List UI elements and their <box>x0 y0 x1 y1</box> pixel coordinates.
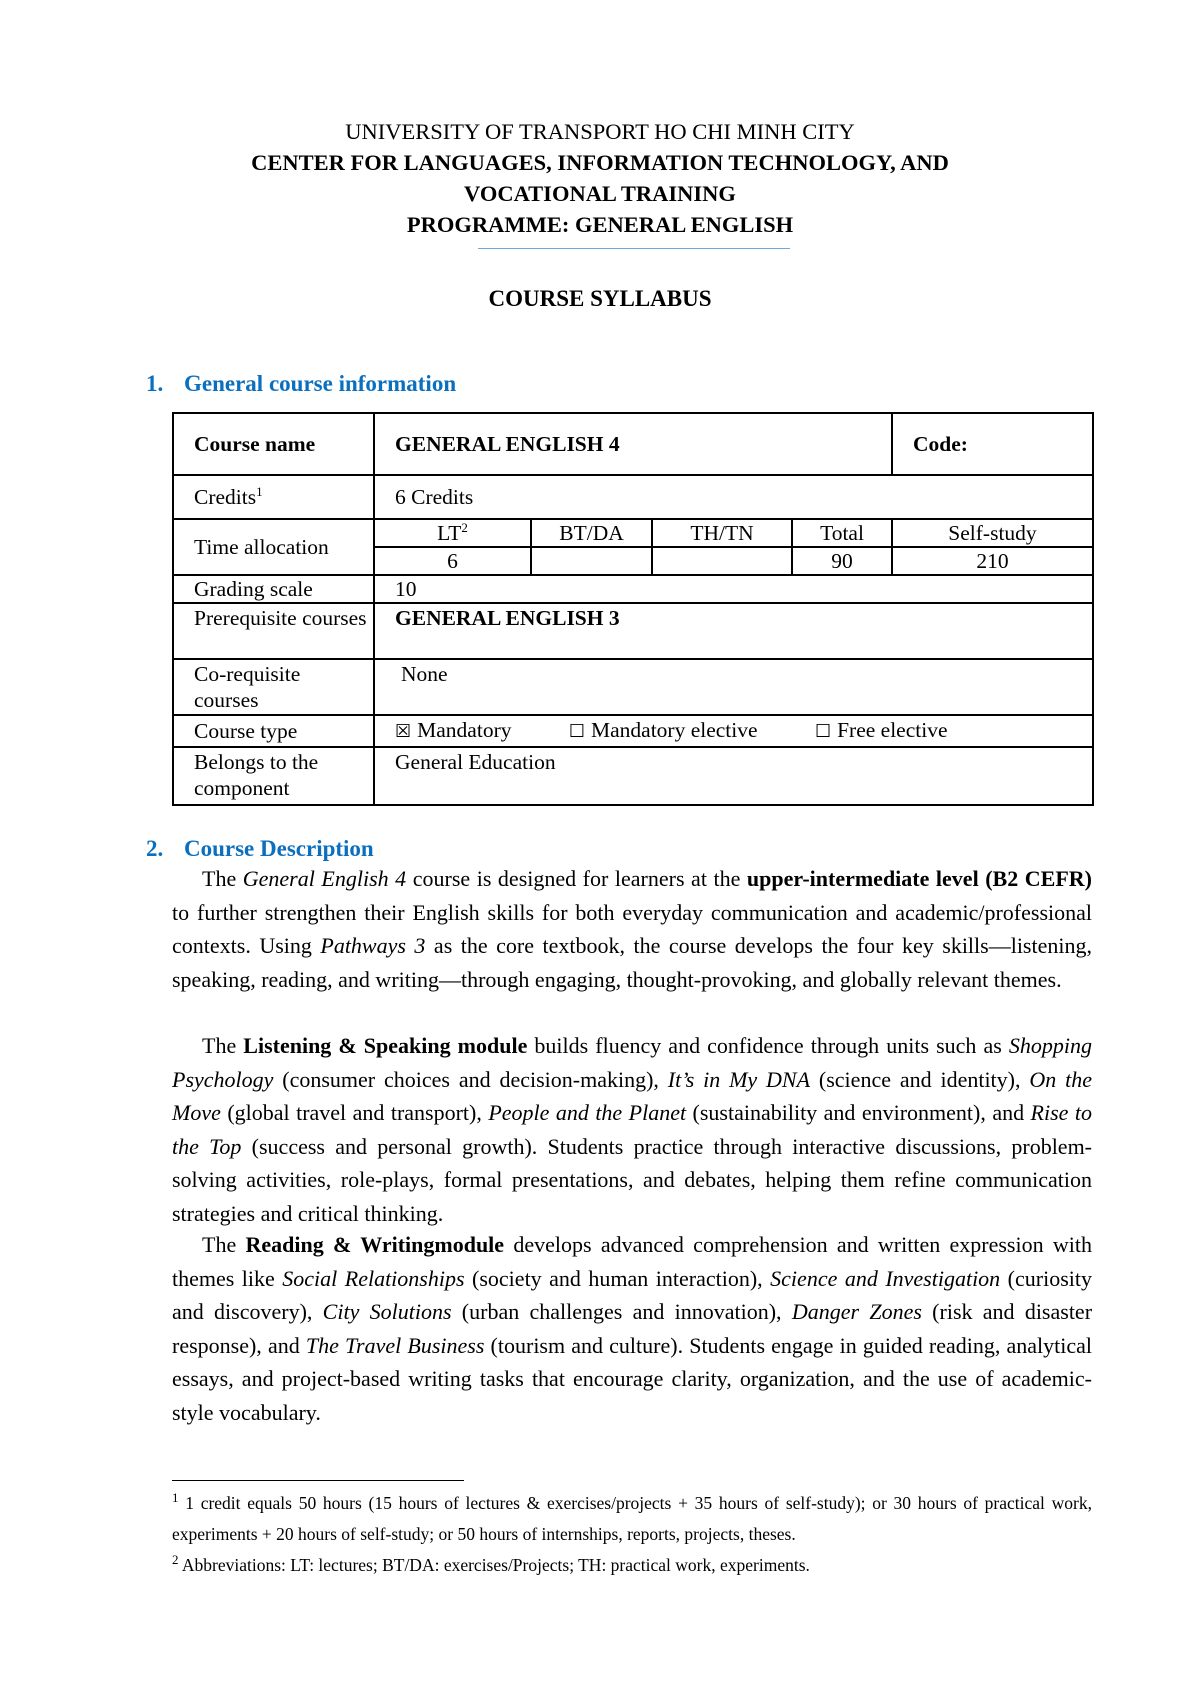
course-type-label: Course type <box>173 715 374 747</box>
section-heading-general-info <box>146 371 456 397</box>
italic-text: On the Move <box>172 1066 1092 1126</box>
footnote-ref-2: 2 <box>461 519 468 535</box>
text: develops advanced comprehension and written expression with themes like <box>172 1232 1093 1291</box>
time-header-lt <box>374 519 531 547</box>
option-mandatory[interactable] <box>395 718 511 742</box>
center-name-line-1: CENTER FOR LANGUAGES, INFORMATION TECHNOLOGY, AND <box>251 150 949 175</box>
text: (society and human interaction), <box>464 1265 771 1291</box>
time-header-self-study: Self-study <box>892 519 1093 547</box>
course-name-value: GENERAL ENGLISH 4 <box>374 413 892 475</box>
credits-label <box>173 475 374 519</box>
option-label: Free elective <box>837 718 948 742</box>
time-value-lt: 6 <box>374 547 531 575</box>
section-heading-course-description <box>146 836 374 862</box>
italic-text: City Solutions <box>322 1299 452 1325</box>
corequisite-label: Co-requisite courses <box>173 659 374 715</box>
document-header <box>0 116 1200 240</box>
course-type-options <box>374 715 1093 747</box>
document-title: COURSE SYLLABUS <box>488 286 712 311</box>
table-row <box>173 413 1093 475</box>
italic-text: Pathways 3 <box>320 933 426 959</box>
time-header-thtn: TH/TN <box>652 519 792 547</box>
italic-text: General English 4 <box>242 866 407 891</box>
italic-text: Shopping Psychology <box>172 1033 1092 1092</box>
time-header-lt-text: LT <box>437 521 462 545</box>
italic-text: Science and Investigation <box>770 1265 1001 1291</box>
section-number: 1. <box>146 371 164 396</box>
time-value-self-study: 210 <box>892 547 1093 575</box>
center-name-line-2: VOCATIONAL TRAINING <box>464 181 736 206</box>
text: course is designed for learners at the <box>406 866 747 891</box>
table-row <box>173 475 1093 519</box>
table-row <box>173 747 1093 805</box>
footnote-text: 1 credit equals 50 hours (15 hours of lectures & exercises/projects + 35 hours of self-study); or 30 hours of practical work, experiments + 20 hours of self-study; or 50 hours of internships, reports, projects, theses. <box>172 1493 1092 1544</box>
table-row <box>173 575 1093 603</box>
footnote-ref-1: 1 <box>256 483 263 499</box>
programme-name: PROGRAMME: GENERAL ENGLISH <box>406 212 794 237</box>
credits-value: 6 Credits <box>374 475 1093 519</box>
grading-scale-label: Grading scale <box>173 575 374 603</box>
table-row <box>173 659 1093 715</box>
bold-text: Reading & Writingmodule <box>245 1232 505 1257</box>
component-label: Belongs to the component <box>173 747 374 805</box>
text: as the core textbook, the course develops the four key skills—listening, speaking, reading, and writing—through engaging, thought-provoking, and globally relevant themes. <box>172 933 1092 992</box>
footnote-1 <box>172 1488 1092 1550</box>
option-free-elective[interactable] <box>815 718 948 742</box>
code-label: Code: <box>892 413 1093 475</box>
table-row <box>173 603 1093 659</box>
footnote-mark: 1 <box>172 1490 179 1506</box>
credits-label-text: Credits <box>194 485 257 509</box>
table-row <box>173 519 1093 547</box>
table-row <box>173 715 1093 747</box>
option-label: Mandatory elective <box>591 718 758 742</box>
text: to further strengthen their English skills for both everyday communication and academic/professional contexts. Using <box>172 899 1092 959</box>
time-value-thtn <box>652 547 792 575</box>
time-header-btda: BT/DA <box>531 519 652 547</box>
text: (sustainability and environment), and <box>686 1100 1031 1126</box>
prerequisite-label: Prerequisite courses <box>173 603 374 659</box>
section-number: 2. <box>146 836 164 861</box>
text: The <box>202 866 243 891</box>
checked-box-icon[interactable]: ☒ <box>395 721 412 742</box>
text: builds fluency and confidence through units such as <box>527 1033 1009 1058</box>
footnote-separator <box>172 1480 464 1481</box>
prerequisite-value: GENERAL ENGLISH 3 <box>374 603 1093 659</box>
text: The <box>202 1033 244 1058</box>
italic-text: People and the Planet <box>488 1100 687 1126</box>
section-title: General course information <box>184 371 457 396</box>
description-paragraph-3 <box>172 1228 1092 1430</box>
italic-text: The Travel Business <box>305 1332 485 1358</box>
text: (consumer choices and decision-making), <box>273 1066 668 1092</box>
text: (science and identity), <box>810 1066 1030 1092</box>
option-mandatory-elective[interactable] <box>569 718 758 742</box>
footnote-text: Abbreviations: LT: lectures; BT/DA: exercises/Projects; TH: practical work, experiments. <box>178 1555 810 1575</box>
time-value-btda <box>531 547 652 575</box>
time-header-total: Total <box>792 519 892 547</box>
grading-scale-value: 10 <box>374 575 1093 603</box>
footnote-2 <box>172 1550 1092 1581</box>
bold-text: Listening & Speaking module <box>243 1033 528 1058</box>
course-name-label: Course name <box>173 413 374 475</box>
text: (risk and disaster response), and <box>172 1299 1093 1358</box>
time-value-total: 90 <box>792 547 892 575</box>
italic-text: Rise to the Top <box>172 1100 1092 1159</box>
description-paragraph-2 <box>172 1029 1092 1231</box>
italic-text: Social Relationships <box>282 1265 465 1291</box>
italic-text: It’s in My DNA <box>667 1066 811 1092</box>
unchecked-box-icon[interactable]: ☐ <box>814 721 832 742</box>
text: (global travel and transport), <box>220 1100 489 1126</box>
component-value: General Education <box>374 747 1093 805</box>
header-divider <box>478 248 790 249</box>
footnote-mark: 2 <box>172 1552 179 1568</box>
text: (tourism and culture). Students engage in guided reading, analytical essays, and project-based writing tasks that encourage clarity, organization, and the use of academic-style vocabulary. <box>172 1332 1092 1425</box>
text: (curiosity and discovery), <box>172 1265 1092 1325</box>
text: (success and personal growth). Students practice through interactive discussions, problem-solving activities, role-plays, formal presentations, and debates, helping them refine communication strategies and critical thinking. <box>172 1133 1093 1226</box>
description-paragraph-1 <box>172 862 1092 996</box>
section-title: Course Description <box>184 836 374 861</box>
text: The <box>202 1232 246 1257</box>
text: (urban challenges and innovation), <box>451 1299 792 1325</box>
unchecked-box-icon[interactable]: ☐ <box>568 721 585 742</box>
bold-text: upper-intermediate level (B2 CEFR) <box>746 866 1092 891</box>
course-info-table <box>172 412 1094 806</box>
option-label: Mandatory <box>417 718 512 742</box>
university-name: UNIVERSITY OF TRANSPORT HO CHI MINH CITY <box>345 119 855 144</box>
time-allocation-label: Time allocation <box>173 519 374 575</box>
italic-text: Danger Zones <box>791 1299 922 1325</box>
corequisite-value: None <box>374 659 1093 715</box>
